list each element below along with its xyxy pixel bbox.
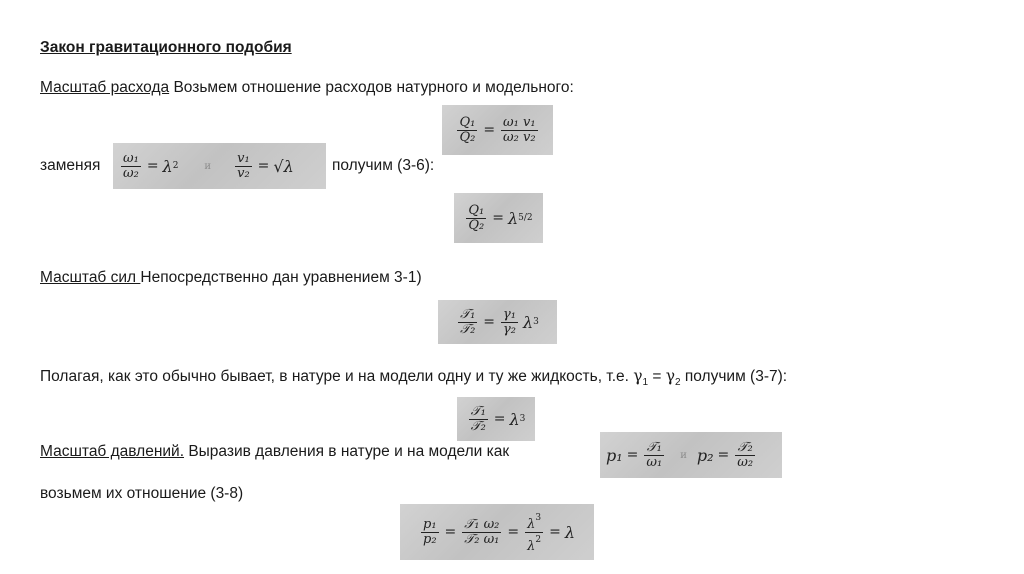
pressure-scale-text: Выразив давления в натуре и на модели как <box>184 443 510 460</box>
exponent: 2 <box>172 161 179 171</box>
lambda-symbol: λ <box>162 156 173 176</box>
equals-sign: = <box>257 158 270 174</box>
equals-sign: = <box>507 524 520 540</box>
lambda-symbol: λ <box>527 516 536 532</box>
pressure-ratio: $\frac{\text{p₁}}{\text{p₂}}$ <box>423 516 437 547</box>
exponent: 3 <box>519 414 526 424</box>
pressure-1-fraction: $\frac{\text{𝒯₁}}{\text{ω₁}}$ <box>646 439 663 470</box>
p1-symbol: p₁ <box>606 445 623 465</box>
p2-symbol: p₂ <box>696 445 714 465</box>
gamma-2: γ <box>665 367 675 385</box>
lambda-symbol: λ <box>523 312 534 332</box>
force-area-ratio: $\frac{\text{𝒯₁ ω₂}}{\text{𝒯₂ ω₁}}$ <box>464 516 500 547</box>
assumption-result-text: получим (3-7): <box>680 368 788 385</box>
equals-sign: = <box>626 447 639 463</box>
flow-ratio-left: $\frac{\text{Q₁}}{\text{Q₂}}$ <box>459 114 476 145</box>
flow-scale-text: Возьмем отношение расходов натурного и модельного: <box>169 79 574 96</box>
flow-ratio-formula <box>442 105 553 155</box>
flow-scale-heading: Масштаб расхода <box>40 79 170 96</box>
exponent: 3 <box>535 512 542 523</box>
gamma-1: γ <box>633 367 643 385</box>
exponent: 3 <box>533 317 539 327</box>
pressure-2-fraction: $\frac{\text{𝒯₂}}{\text{ω₂}}$ <box>737 439 754 470</box>
get-text: получим (3-6): <box>332 157 435 174</box>
replace-word: заменяя <box>40 157 101 174</box>
flow-ratio-right: $\frac{\text{ω₁ v₁}}{\text{ω₂ v₂}}$ <box>503 114 536 145</box>
forces-scale-line <box>40 268 422 288</box>
equals-sign: = <box>493 411 506 427</box>
pressure-ratio-text: возьмем их отношение (3-8) <box>40 485 244 502</box>
equals-sign: = <box>146 158 159 174</box>
flow-ratio: $\frac{\text{Q₁}}{\text{Q₂}}$ <box>468 202 485 233</box>
pressure-ratio-formula <box>400 504 594 560</box>
gamma-2-subscript: 2 <box>675 377 681 389</box>
equals-sign: = <box>549 524 561 540</box>
gamma-ratio: $\frac{\text{γ₁}}{\text{γ₂}}$ <box>503 306 516 337</box>
and-word: и <box>204 160 212 172</box>
assumption-text: Полагая, как это обычно бывает, в натуре и на модели одну и ту же жидкость, т.е. <box>40 368 634 385</box>
assumption-line <box>40 366 787 393</box>
velocity-ratio: $\frac{\text{v₁}}{\text{v₂}}$ <box>237 150 250 181</box>
lambda-symbol: λ <box>564 522 575 542</box>
equals-text: = <box>648 368 666 385</box>
pressure-definition-formula <box>600 432 782 478</box>
exponent: 2 <box>535 534 542 545</box>
lambda-symbol: λ <box>527 538 536 554</box>
forces-result-formula <box>457 397 535 441</box>
forces-scale-heading: Масштаб сил <box>40 269 141 286</box>
forces-ratio-formula <box>438 300 557 344</box>
gamma-1-subscript: 1 <box>642 377 649 389</box>
equals-sign: = <box>492 210 504 226</box>
equals-sign: = <box>483 122 496 138</box>
equals-sign: = <box>717 447 730 463</box>
force-ratio: $\frac{\text{𝒯₁}}{\text{𝒯₂}}$ <box>470 403 486 434</box>
exponent: 5/2 <box>518 213 533 223</box>
lambda-ratio <box>525 511 543 554</box>
sqrt-lambda: √λ <box>273 156 294 176</box>
force-ratio: $\frac{\text{𝒯₁}}{\text{𝒯₂}}$ <box>460 306 476 337</box>
lambda-symbol: λ <box>507 208 519 228</box>
page-title: Закон гравитационного подобия <box>40 39 292 56</box>
forces-scale-text: Непосредственно дан уравнением 3-1) <box>140 269 422 286</box>
and-word: и <box>680 449 687 461</box>
flow-scale-line <box>40 78 574 98</box>
equals-sign: = <box>483 314 496 330</box>
lambda-symbol: λ <box>509 409 520 429</box>
equals-sign: = <box>444 524 457 540</box>
substitution-formula <box>113 143 326 189</box>
flow-scale-result-formula <box>454 193 543 243</box>
pressure-scale-line <box>40 442 509 462</box>
area-ratio: $\frac{\text{ω₁}}{\text{ω₂}}$ <box>123 150 139 181</box>
pressure-scale-heading: Масштаб давлений. <box>40 443 185 460</box>
